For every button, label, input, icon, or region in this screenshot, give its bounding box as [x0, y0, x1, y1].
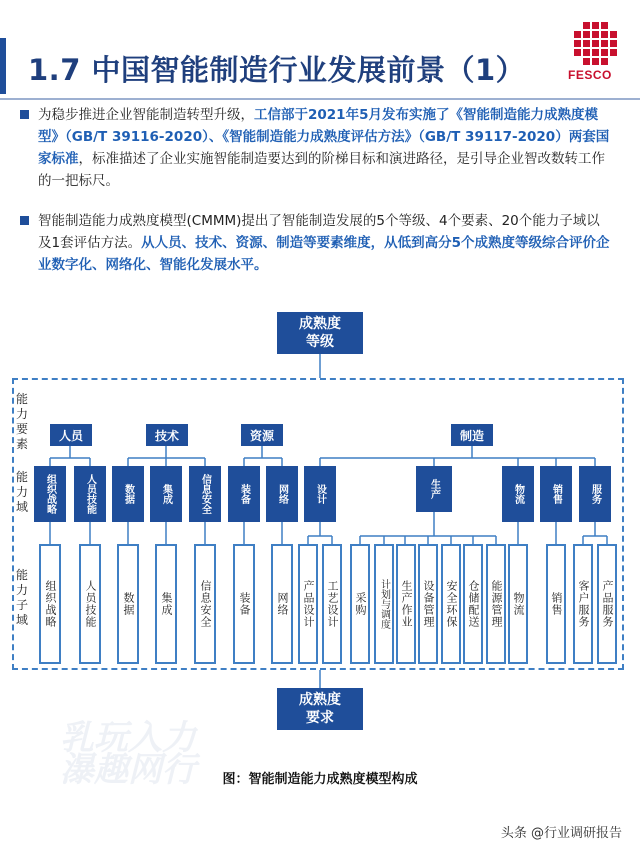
domain-org-strategy: 组织战略 [34, 466, 66, 522]
row-label-domains: 能力域 [15, 470, 28, 514]
subdomain-process-design: 工艺设计 [322, 544, 342, 664]
bullet-square-icon [20, 216, 29, 225]
element-resources: 资源 [241, 424, 283, 446]
row-label-subdomains: 能力子域 [15, 568, 28, 627]
subdomain-product-service: 产品服务 [597, 544, 617, 664]
subdomain-data: 数据 [117, 544, 139, 664]
domain-sales: 销售 [540, 466, 572, 522]
subdomain-customer-service: 客户服务 [573, 544, 593, 664]
paragraph-2-text: 智能制造能力成熟度模型(CMMM)提出了智能制造发展的5个等级、4个要素、20个能力子域以及1套评估方法。 [38, 213, 600, 251]
subdomain-production-ops: 生产作业 [396, 544, 416, 664]
subdomain-network: 网络 [271, 544, 293, 664]
logo-text: FESCO [568, 68, 612, 82]
domain-production: 生产 [416, 466, 452, 512]
domain-equipment: 装备 [228, 466, 260, 522]
subdomain-product-design: 产品设计 [298, 544, 318, 664]
watermark: 乳玩入力 瀑趣网行 [60, 718, 196, 790]
subdomain-logistics: 物流 [508, 544, 528, 664]
paragraph-2-highlight: 从人员、技术、资源、制造等要素维度，从低到高分5个成熟度等级综合评价企业数字化、网络化、智能化发展水平。 [38, 235, 610, 273]
domain-logistics: 物流 [502, 466, 534, 522]
header-divider [0, 98, 640, 100]
subdomain-equipment-mgmt: 设备管理 [418, 544, 438, 664]
domain-personnel-skills: 人员技能 [74, 466, 106, 522]
domain-design: 设计 [304, 466, 336, 522]
row-label-elements: 能力要素 [15, 392, 28, 451]
capability-frame [12, 378, 624, 670]
cmmm-diagram [0, 300, 640, 787]
title-accent-bar [0, 38, 6, 94]
domain-info-security: 信息安全 [189, 466, 221, 522]
fesco-logo [568, 22, 624, 82]
maturity-level-box: 成熟度 等级 [277, 312, 363, 354]
element-personnel: 人员 [50, 424, 92, 446]
subdomain-sales: 销售 [546, 544, 566, 664]
subdomain-energy-mgmt: 能源管理 [486, 544, 506, 664]
maturity-requirement-box: 成熟度 要求 [277, 688, 363, 730]
logo-grid-icon [574, 22, 624, 65]
subdomain-info-security: 信息安全 [194, 544, 216, 664]
paragraph-1-text: 为稳步推进企业智能制造转型升级， [38, 107, 254, 123]
element-manufacturing: 制造 [451, 424, 493, 446]
domain-network: 网络 [266, 466, 298, 522]
domain-integration: 集成 [150, 466, 182, 522]
figure-caption: 图：智能制造能力成熟度模型构成 [222, 772, 418, 787]
subdomain-personnel-skills: 人员技能 [79, 544, 101, 664]
paragraph-1-tail: ，标准描述了企业实施智能制造要达到的阶梯目标和演进路径，是引导企业智改数转工作的一把标尺。 [38, 151, 605, 189]
subdomain-planning-scheduling: 计划与调度 [374, 544, 394, 664]
subdomain-procurement: 采购 [350, 544, 370, 664]
paragraph-2 [20, 210, 610, 276]
bullet-square-icon [20, 110, 29, 119]
paragraph-1-highlight: 工信部于2021年5月发布实施了《智能制造能力成熟度模型》（GB/T 39116-2020）、《智能制造能力成熟度评估方法》（GB/T 39117-2020）两套国家标准 [38, 107, 610, 167]
subdomain-safety-env: 安全环保 [441, 544, 461, 664]
element-technology: 技术 [146, 424, 188, 446]
paragraph-1 [20, 104, 610, 192]
subdomain-equipment: 装备 [233, 544, 255, 664]
domain-data: 数据 [112, 466, 144, 522]
subdomain-integration: 集成 [155, 544, 177, 664]
subdomain-warehousing: 仓储配送 [463, 544, 483, 664]
footer-source: 头条 @行业调研报告 [500, 826, 622, 841]
domain-service: 服务 [579, 466, 611, 522]
page-title: 1.7 中国智能制造行业发展前景（1） [28, 53, 526, 87]
subdomain-org-strategy: 组织战略 [39, 544, 61, 664]
